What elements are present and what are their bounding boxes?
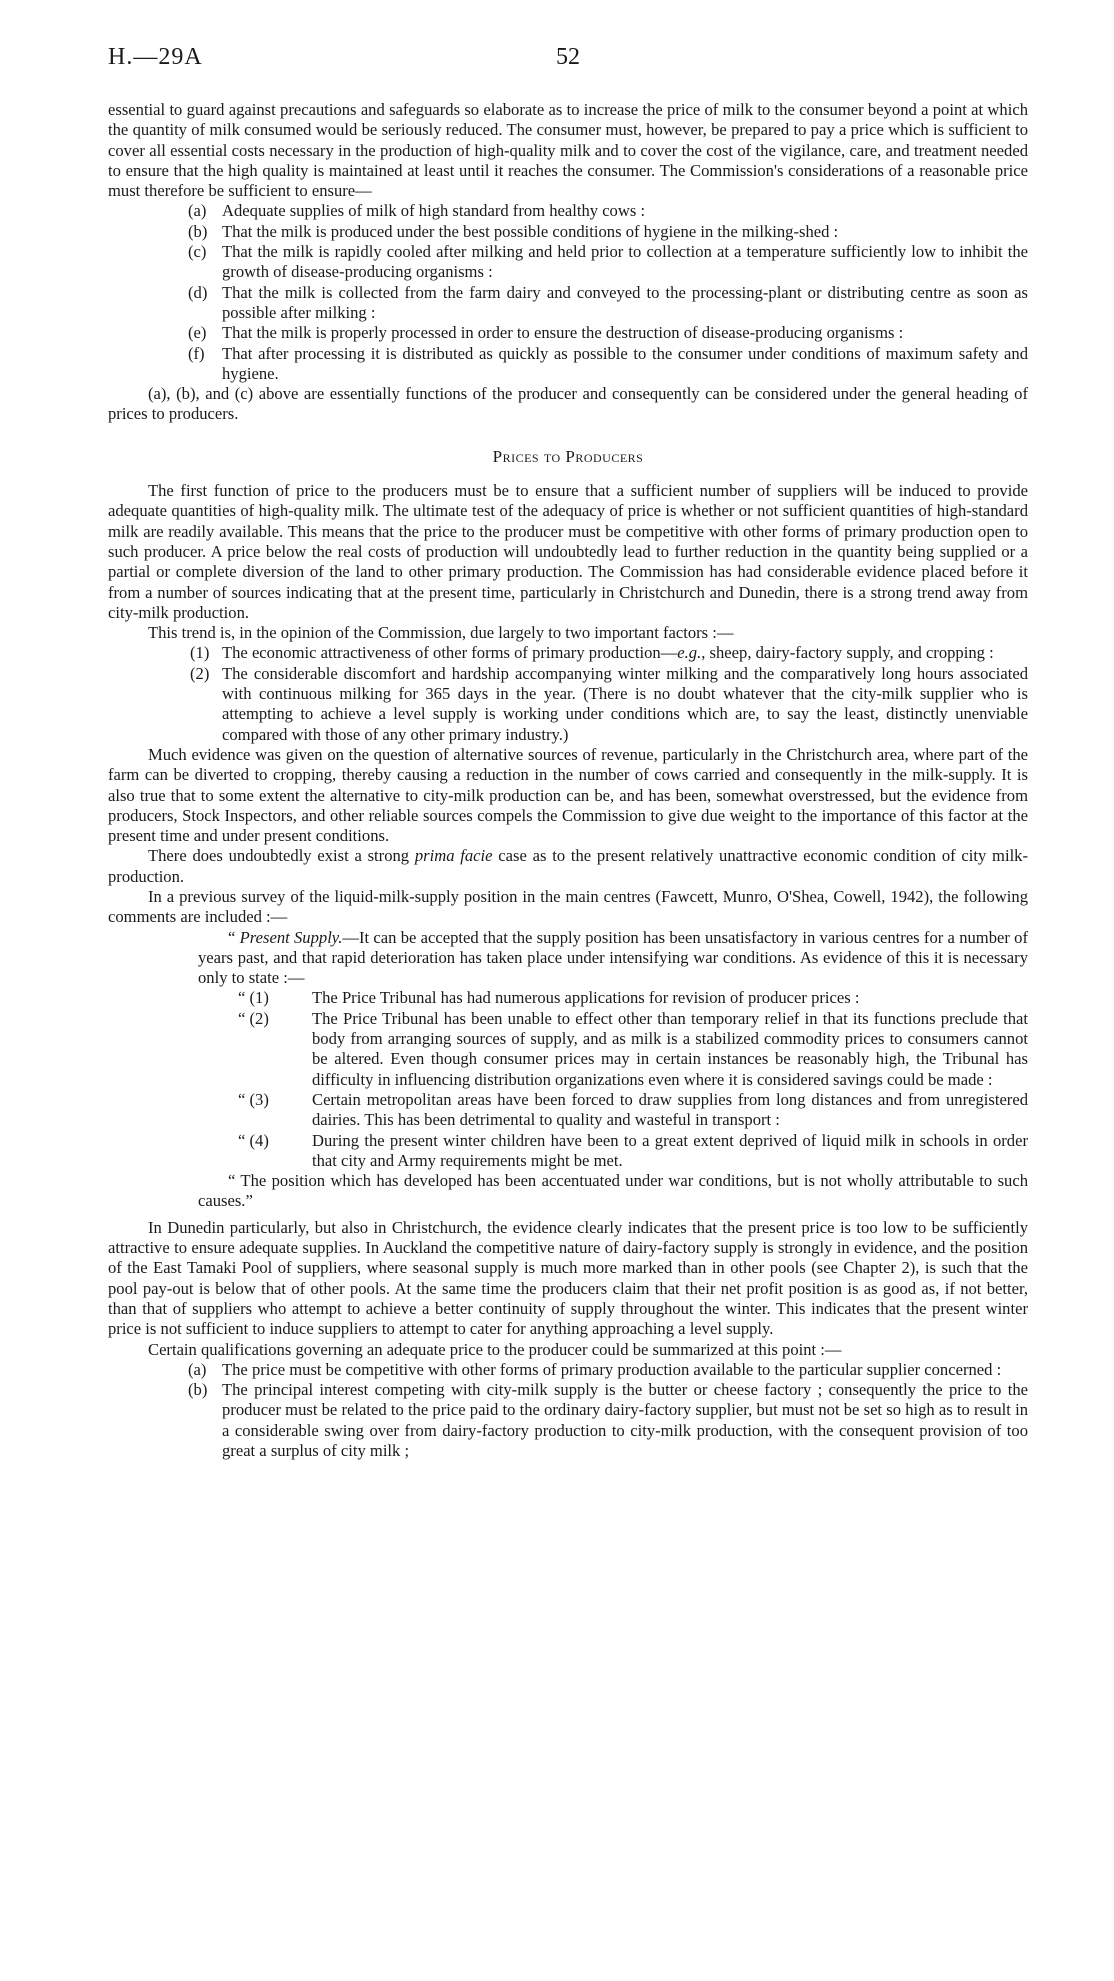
list-marker: “ (1) xyxy=(238,988,269,1008)
quote-mark: “ xyxy=(228,927,236,947)
list-text: During the present winter children have been to a great extent deprived of liquid milk in schools in order that city and Army requirements might be met. xyxy=(312,1130,1028,1170)
quote-list xyxy=(108,988,1028,1171)
list-marker: (e) xyxy=(188,323,207,343)
paragraph: The first function of price to the producers must be to ensure that a sufficient number of suppliers will be induced to provide adequate quantities of high-quality milk. The ultimate test of the adequacy of price is whether or not sufficient quantities of high-standard milk are readily available. This means that the price to the producer must be competitive with other forms of primary production open to such producer. A price below the real costs of production will undoubtedly lead to further reduction in the quantity being supplied or a partial or complete diversion of the land to other primary production. The Commission has had considerable evidence placed before it from a number of sources indicating that at the present time, particularly in Christchurch and Dunedin, there is a strong trend away from city-milk production. xyxy=(108,481,1028,622)
paragraph: Much evidence was given on the question of alternative sources of revenue, particularly in the Christchurch area, where part of the farm can be diverted to cropping, thereby causing a reduction in the number of cows carried and consequently in the milk-supply. It is also true that to some extent the alternative to city-milk production can be, and has been, somewhat overstressed, but the evidence from producers, Stock Inspectors, and other reliable sources compels the Commission to give due weight to the importance of this factor at the present time and under present conditions. xyxy=(108,744,1028,846)
list-text: The principal interest competing with city-milk supply is the butter or cheese factory ; consequently the price to the producer must be related to the price paid to the ordinary dairy-factory supplier, but must not be set so high as to result in a considerable swing over from dairy-factory production to city-milk production, with the consequent provision of too great a surplus of city milk ; xyxy=(222,1380,1028,1460)
list-marker: “ (2) xyxy=(238,1008,269,1028)
list-text: That the milk is collected from the farm dairy and conveyed to the processing-plant or distributing centre as soon as possible after milking : xyxy=(222,282,1028,322)
list-text-emphasis: e.g. xyxy=(677,643,702,663)
list-text: The Price Tribunal has been unable to effect other than temporary relief in that its functions preclude that body from arranging sources of supply, and as milk is a stabilized commodity prices to consumers cannot be altered. Even though consumer prices may in certain instances be reasonably high, the Tribunal has difficulty in influencing distribution organizations even where it is considered savings could be made : xyxy=(312,1008,1028,1089)
list-marker: (d) xyxy=(188,282,208,302)
list-item xyxy=(108,344,1028,385)
list-item xyxy=(108,1131,1028,1172)
qualifications-list xyxy=(108,1360,1028,1461)
quote-title: Present Supply. xyxy=(239,927,343,947)
list-text: The Price Tribunal has had numerous applications for revision of producer prices : xyxy=(312,988,860,1008)
list-item xyxy=(108,1360,1028,1380)
document-id: H.—29A xyxy=(108,44,203,70)
list-item xyxy=(108,201,1028,221)
list-text: That the milk is properly processed in order to ensure the destruction of disease-producing organisms : xyxy=(222,323,904,343)
list-text: The considerable discomfort and hardship accompanying winter milking and the comparatively long hours associated with continuous milking for 365 days in the year. (There is no doubt whatever that the city-milk supplier who is attempting to achieve a level supply is working under conditions which are, to say the least, distinctly unenviable compared with those of any other primary industry.) xyxy=(222,663,1028,744)
paragraph: In a previous survey of the liquid-milk-supply position in the main centres (Fawcett, Munro, O'Shea, Cowell, 1942), the following comments are included :— xyxy=(108,886,1028,927)
list-item xyxy=(108,323,1028,343)
paragraph: essential to guard against precautions and safeguards so elaborate as to increase the price of milk to the consumer beyond a point at which the quantity of milk consumed would be seriously reduced. The consumer must, however, be prepared to pay a price which is sufficient to cover all essential costs necessary in the production of high-quality milk and to cover the cost of the vigilance, care, and treatment needed to ensure that the high quality is maintained at least until it reaches the consumer. The Commission's considerations of a reasonable price must therefore be sufficient to ensure— xyxy=(108,100,1028,201)
list-item xyxy=(108,643,1028,663)
list-marker: (a) xyxy=(188,1359,207,1379)
factors-list xyxy=(108,643,1028,744)
list-item xyxy=(108,1090,1028,1131)
list-text: That the milk is rapidly cooled after milking and held prior to collection at a temperature sufficiently low to inhibit the growth of disease-producing organisms : xyxy=(222,242,1028,282)
list-text: The price must be competitive with other forms of primary production available to the particular supplier concerned : xyxy=(222,1359,1002,1379)
list-marker: (b) xyxy=(188,1380,208,1400)
list-marker: (1) xyxy=(190,643,210,663)
page-body xyxy=(108,100,1028,1461)
list-item xyxy=(108,222,1028,242)
list-text xyxy=(222,643,1028,663)
list-text: Adequate supplies of milk of high standard from healthy cows : xyxy=(222,201,646,221)
quote-body: —It can be accepted that the supply position has been unsatisfactory in various centres for a number of years past, and that rapid deterioration has taken place under intensifying war conditions. As evidence of this it is necessary only to state :— xyxy=(198,927,1028,988)
list-item xyxy=(108,1009,1028,1090)
ensure-list xyxy=(108,201,1028,384)
list-text-part: , sheep, dairy-factory supply, and cropping : xyxy=(701,643,994,663)
text-part: There does undoubtedly exist a strong xyxy=(148,846,415,866)
list-marker: “ (3) xyxy=(238,1089,269,1109)
paragraph: (a), (b), and (c) above are essentially functions of the producer and consequently can be considered under the general heading of prices to producers. xyxy=(108,384,1028,424)
list-item xyxy=(108,1380,1028,1461)
list-text-part: The economic attractiveness of other forms of primary production— xyxy=(222,643,678,663)
list-marker: (a) xyxy=(188,201,207,221)
list-item xyxy=(108,988,1028,1008)
list-item xyxy=(108,664,1028,745)
paragraph xyxy=(108,846,1028,887)
list-item xyxy=(108,283,1028,324)
list-marker: (b) xyxy=(188,221,208,241)
text-emphasis: prima facie xyxy=(414,846,493,866)
list-text: That the milk is produced under the best possible conditions of hygiene in the milking-shed : xyxy=(222,221,839,241)
list-marker: “ (4) xyxy=(238,1130,269,1150)
paragraph: This trend is, in the opinion of the Commission, due largely to two important factors :— xyxy=(148,623,734,643)
paragraph: In Dunedin particularly, but also in Christchurch, the evidence clearly indicates that the present price is too low to be sufficiently attractive to ensure adequate supplies. In Auckland the competitive nature of dairy-factory supply is strongly in evidence, and the position of the East Tamaki Pool of suppliers, where seasonal supply is much more marked than in other pools (see Chapter 2), is such that the pool pay-out is below that of other pools. At the same time the producers claim that their net profit position is as good as, if not better, than that of suppliers who attempt to achieve a better continuity of supply throughout the winter. This indicates that the present winter price is not sufficient to induce suppliers to attempt to cater for anything approaching a level supply. xyxy=(108,1217,1028,1339)
list-marker: (c) xyxy=(188,242,207,262)
quote-paragraph xyxy=(108,928,1028,989)
section-heading: Prices to Producers xyxy=(492,446,644,466)
paragraph: Certain qualifications governing an adequate price to the producer could be summarized at this point :— xyxy=(148,1339,842,1359)
list-marker: (f) xyxy=(188,343,205,363)
list-text: That after processing it is distributed as quickly as possible to the consumer under conditions of maximum safety and hygiene. xyxy=(222,343,1028,383)
list-marker: (2) xyxy=(190,663,210,683)
quote-paragraph: “ The position which has developed has been accentuated under war conditions, but is not wholly attributable to such causes.” xyxy=(198,1171,1028,1211)
list-text: Certain metropolitan areas have been forced to draw supplies from long distances and from unregistered dairies. This has been detrimental to quality and wasteful in transport : xyxy=(312,1089,1028,1130)
page-header xyxy=(108,44,1028,84)
text-part: case as to the present relatively unattractive economic condition of city milk-production. xyxy=(108,846,1028,886)
list-item xyxy=(108,242,1028,283)
page-number: 52 xyxy=(556,44,580,70)
